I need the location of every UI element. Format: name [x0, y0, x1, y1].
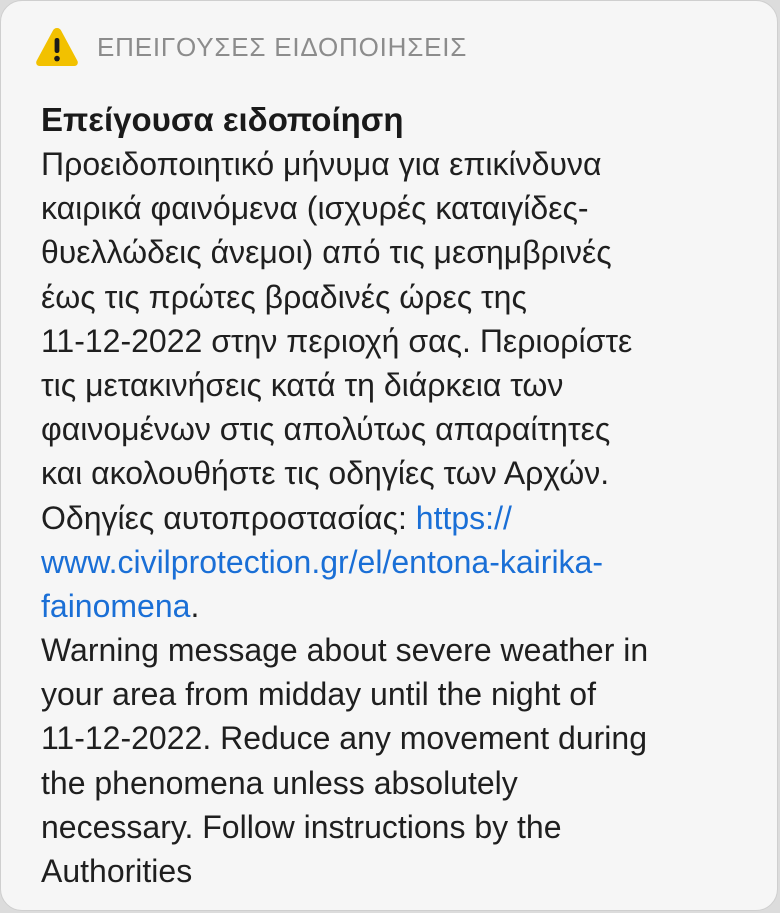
link-line	[41, 584, 753, 628]
greek-line: φαινομένων στις απολύτως απαραίτητες	[41, 411, 611, 448]
greek-line: Προειδοποιητικό μήνυμα για επικίνδυνα	[41, 146, 602, 182]
greek-line: τις μετακινήσεις κατά τη διάρκεια των	[41, 366, 564, 403]
english-line: Warning message about severe weather in	[41, 632, 649, 669]
greek-line: και ακολουθήστε τις οδηγίες των Αρχών.	[41, 455, 610, 492]
civil-protection-link-part-2[interactable]: www.civilprotection.gr/el/entona-kairika-	[41, 543, 603, 580]
link-trailing-period: .	[190, 587, 200, 624]
alert-body	[41, 142, 753, 893]
instructions-line	[41, 496, 753, 540]
alert-category-label: ΕΠΕΙΓΟΥΣΕΣ ΕΙΔΟΠΟΙΗΣΕΙΣ	[97, 31, 468, 62]
civil-protection-link-part-3[interactable]: fainomena	[41, 587, 191, 624]
english-line: Authorities	[41, 853, 193, 889]
english-line: the phenomena unless absolutely	[41, 764, 518, 801]
greek-line: έως τις πρώτες βραδινές ώρες της	[41, 278, 527, 315]
english-line: 11-12-2022. Reduce any movement during	[41, 720, 647, 757]
greek-line: καιρικά φαινόμενα (ισχυρές καταιγίδες-	[41, 190, 589, 227]
english-line: your area from midday until the night of	[41, 676, 596, 713]
alert-title: Επείγουσα ειδοποίηση	[41, 101, 404, 138]
civil-protection-link-part-1[interactable]: https://	[415, 499, 512, 536]
greek-line: θυελλώδεις άνεμοι) από τις μεσημβρινές	[41, 234, 612, 271]
english-line: necessary. Follow instructions by the	[41, 808, 562, 845]
warning-triangle-icon	[35, 25, 79, 69]
greek-line: 11-12-2022 στην περιοχή σας. Περιορίστε	[41, 322, 633, 359]
alert-header	[35, 23, 467, 71]
instructions-label: Οδηγίες αυτοπροστασίας:	[41, 499, 416, 536]
link-line	[41, 540, 753, 584]
